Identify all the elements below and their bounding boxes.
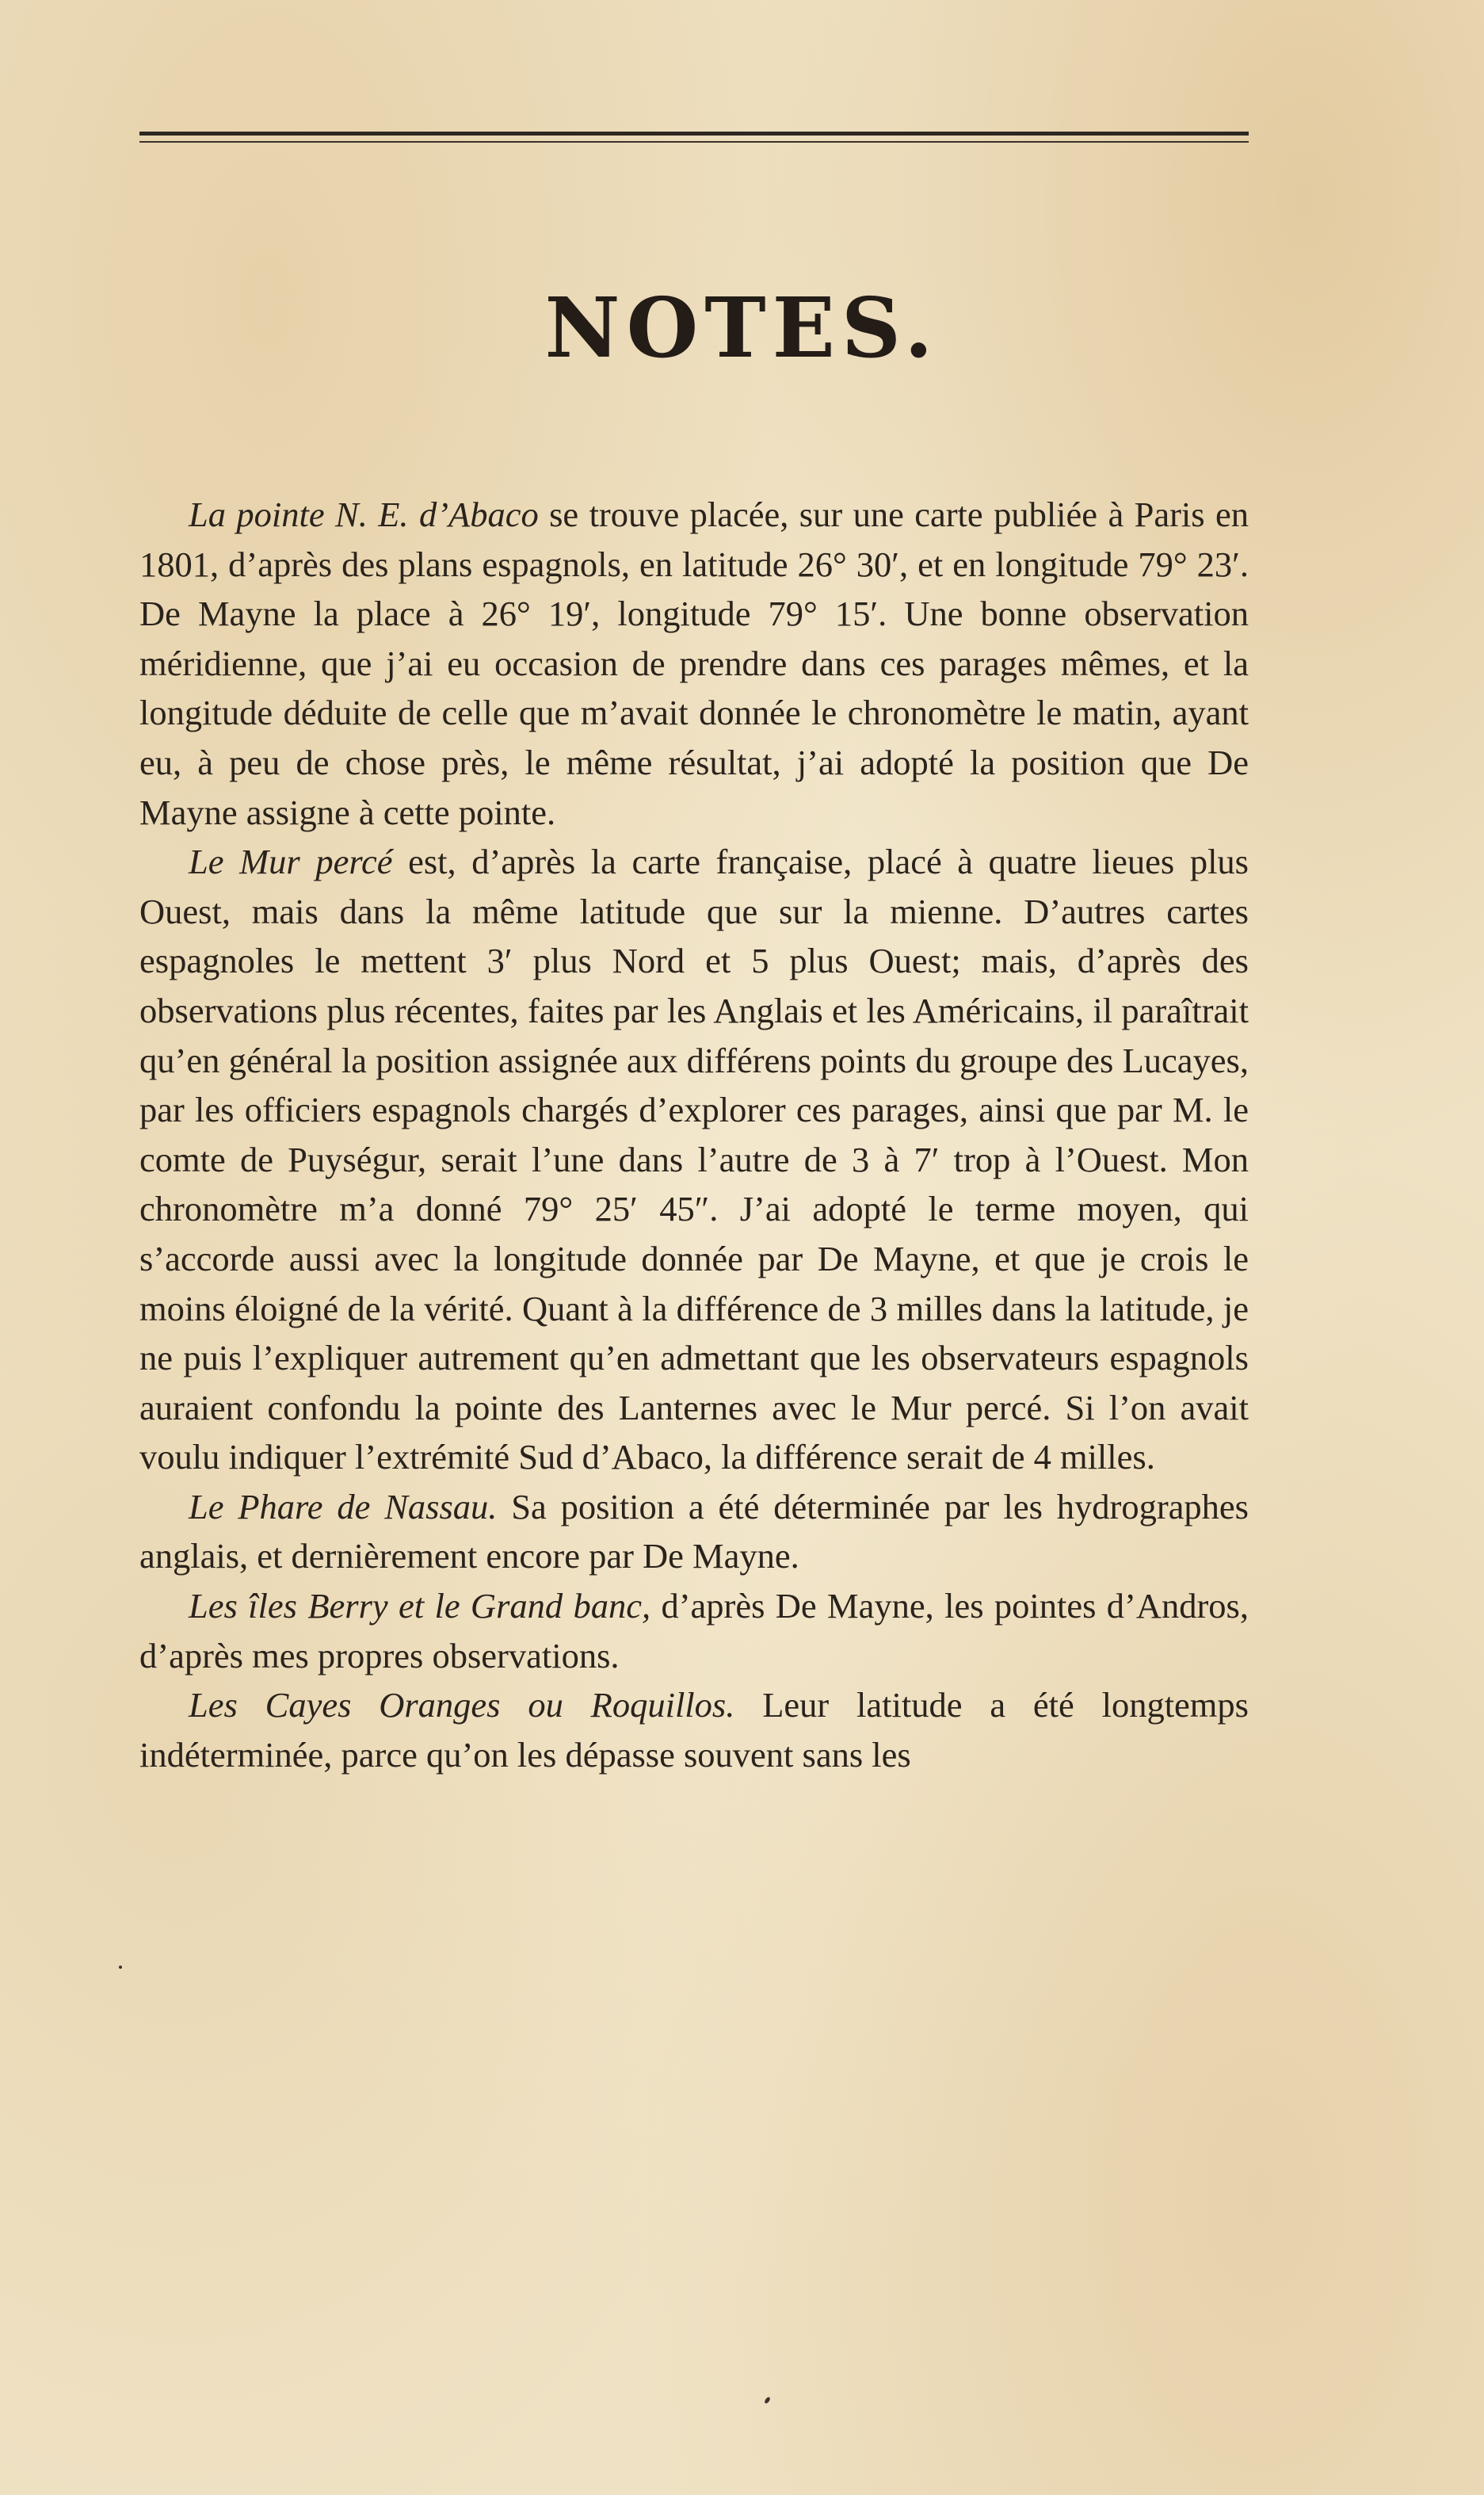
note-paragraph-iles-berry bbox=[139, 1581, 1249, 1680]
note-text-abaco: se trouve placée, sur une carte publiée à Paris en 1801, d’après des plans espagnols, en latitude 26° 30′, et en longitude 79° 23′. De Mayne la place à 26° 19′, longitude 79° 15′. Une bonne observation méridienne, que j’ai eu occasion de prendre dans ces parages mêmes, et la longitude déduite de celle que m’avait donnée le chronomètre le matin, ayant eu, à peu de chose près, le même résultat, j’ai adopté la position que De Mayne assigne à cette pointe. bbox=[139, 495, 1249, 832]
rule-thick-line bbox=[139, 132, 1249, 136]
note-paragraph-mur-perce bbox=[139, 837, 1249, 1482]
rule-thin-line bbox=[139, 141, 1249, 143]
note-paragraph-abaco bbox=[139, 490, 1249, 837]
header-double-rule bbox=[139, 132, 1249, 149]
note-text-mur-perce: est, d’après la carte française, placé à quatre lieues plus Ouest, mais dans la même latitude que sur la mienne. D’autres cartes espagnoles le mettent 3′ plus Nord et 5 plus Ouest; mais, d’après des observations plus récentes, faites par les Anglais et les Américains, il paraîtrait qu’en général la position assignée aux différens points du groupe des Lucayes, par les officiers espagnols chargés d’explorer ces parages, ainsi que par M. le comte de Puységur, serait l’une dans l’autre de 3 à 7′ trop à l’Ouest. Mon chronomètre m’a donné 79° 25′ 45″. J’ai adopté le terme moyen, qui s’accorde aussi avec la longitude donnée par De Mayne, et que je crois le moins éloigné de la vérité. Quant à la différence de 3 milles dans la latitude, je ne puis l’expliquer autrement qu’en admettant que les observateurs espagnols auraient confondu la pointe des Lanternes avec le Mur percé. Si l’on avait voulu indiquer l’extrémité Sud d’Abaco, la différence serait de 4 milles. bbox=[139, 842, 1249, 1477]
note-lead-mur-perce: Le Mur percé bbox=[189, 842, 393, 882]
note-text-iles-berry: d’après De Mayne, les pointes d’Andros, d’après mes propres observations. bbox=[139, 1586, 1249, 1675]
paper-speck bbox=[764, 2396, 771, 2404]
note-paragraph-phare-nassau bbox=[139, 1482, 1249, 1581]
notes-body bbox=[139, 490, 1249, 1779]
page-title: NOTES. bbox=[544, 279, 940, 376]
note-paragraph-cayes-oranges bbox=[139, 1680, 1249, 1779]
note-lead-iles-berry: Les îles Berry et le Grand banc, bbox=[189, 1586, 651, 1626]
paper-speck bbox=[119, 1966, 122, 1969]
note-text-cayes-oranges: Leur latitude a été longtemps indéterminée, parce qu’on les dépasse souvent sans les bbox=[139, 1685, 1249, 1775]
note-lead-phare-nassau: Le Phare de Nassau. bbox=[189, 1486, 498, 1526]
note-lead-cayes-oranges: Les Cayes Oranges ou Roquillos. bbox=[189, 1685, 735, 1725]
note-lead-abaco: La pointe N. E. d’Abaco bbox=[189, 495, 539, 534]
note-text-phare-nassau: Sa position a été déterminée par les hydrographes anglais, et dernièrement encore par De Mayne. bbox=[139, 1486, 1249, 1576]
